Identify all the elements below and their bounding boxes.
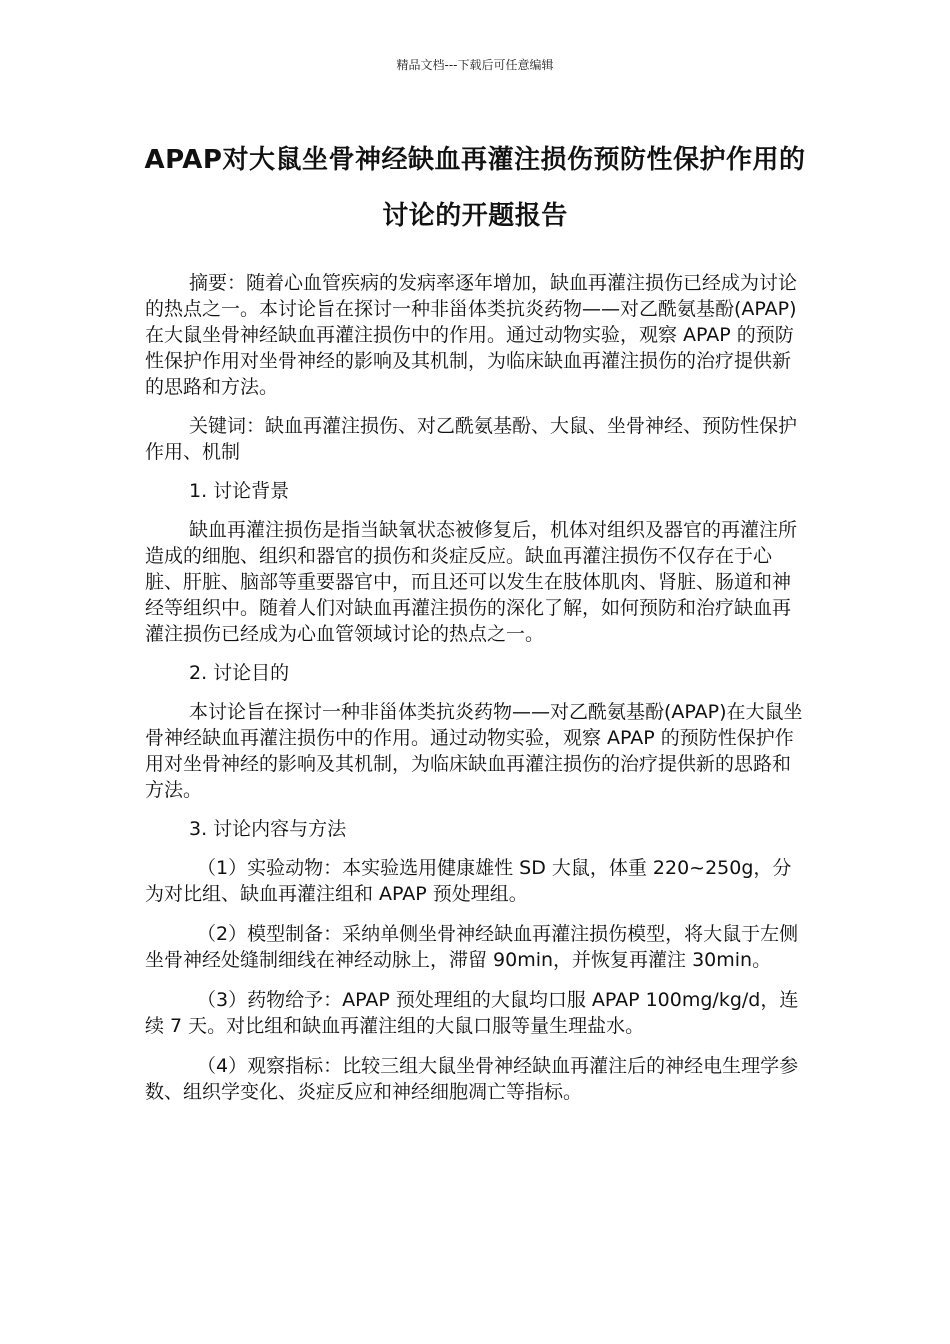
method-item-model: （2）模型制备：采纳单侧坐骨神经缺血再灌注损伤模型，将大鼠于左侧坐骨神经处缝制细线在神经动脉上，滞留 90min，并恢复再灌注 30min。: [145, 923, 799, 971]
section-heading-background: 1. 讨论背景: [189, 480, 290, 502]
background-paragraph: 缺血再灌注损伤是指当缺氧状态被修复后，机体对组织及器官的再灌注所造成的细胞、组织和器官的损伤和炎症反应。缺血再灌注损伤不仅存在于心脏、肝脏、脑部等重要器官中，而且还可以发生在肢体肌肉、肾脏、肠道和神经等组织中。随着人们对缺血再灌注损伤的深化了解，如何预防和治疗缺血再灌注损伤已经成为心血管领域讨论的热点之一。: [145, 519, 798, 645]
method-item-indicators: （4）观察指标：比较三组大鼠坐骨神经缺血再灌注后的神经电生理学参数、组织学变化、炎症反应和神经细胞凋亡等指标。: [145, 1055, 799, 1103]
purpose-paragraph: 本讨论旨在探讨一种非甾体类抗炎药物——对乙酰氨基酚(APAP)在大鼠坐骨神经缺血再灌注损伤中的作用。通过动物实验，观察 APAP 的预防性保护作用对坐骨神经的影响及其机制，为临床缺血再灌注损伤的治疗提供新的思路和方法。: [145, 701, 803, 801]
header-note: 精品文档---下载后可任意编辑: [396, 58, 554, 72]
abstract-paragraph: 摘要：随着心血管疾病的发病率逐年增加，缺血再灌注损伤已经成为讨论的热点之一。本讨论旨在探讨一种非甾体类抗炎药物——对乙酰氨基酚(APAP)在大鼠坐骨神经缺血再灌注损伤中的作用。通过动物实验，观察 APAP 的预防性保护作用对坐骨神经的影响及其机制，为临床缺血再灌注损伤的治疗提供新的思路和方法。: [145, 272, 798, 398]
method-item-animals: （1）实验动物：本实验选用健康雄性 SD 大鼠，体重 220~250g，分为对比组、缺血再灌注组和 APAP 预处理组。: [145, 857, 792, 905]
document-body: [145, 270, 807, 1119]
section-heading-purpose: 2. 讨论目的: [189, 662, 290, 684]
document-title: APAP对大鼠坐骨神经缺血再灌注损伤预防性保护作用的讨论的开题报告: [144, 145, 806, 231]
method-item-drug: （3）药物给予：APAP 预处理组的大鼠均口服 APAP 100mg/kg/d，连续 7 天。对比组和缺血再灌注组的大鼠口服等量生理盐水。: [145, 989, 799, 1037]
keywords-paragraph: 关键词：缺血再灌注损伤、对乙酰氨基酚、大鼠、坐骨神经、预防性保护作用、机制: [145, 415, 798, 463]
section-heading-methods: 3. 讨论内容与方法: [189, 818, 347, 840]
